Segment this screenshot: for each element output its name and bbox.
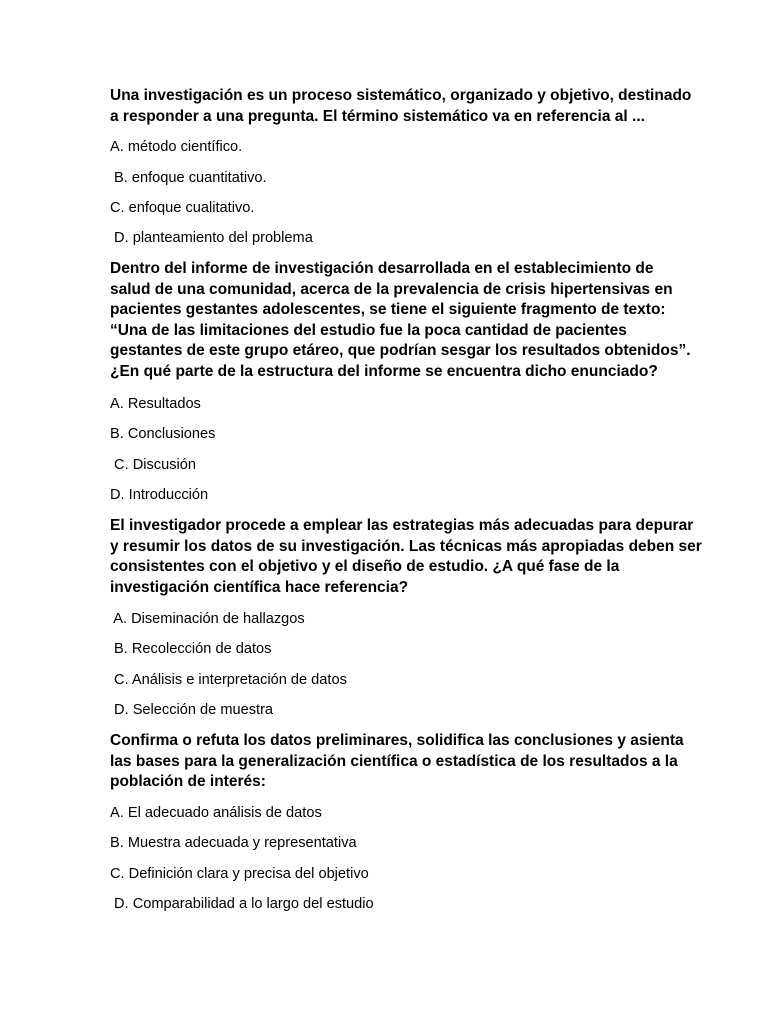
question-4-option-d: D. Comparabilidad a lo largo del estudio <box>110 896 374 912</box>
question-3-text <box>110 516 702 598</box>
question-line: gestantes de este grupo etáreo, que podrían sesgar los resultados obtenidos”. <box>110 342 691 359</box>
question-line: salud de una comunidad, acerca de la prevalencia de crisis hipertensivas en <box>110 280 673 298</box>
question-line: pacientes gestantes adolescentes, se tiene el siguiente fragmento de texto: <box>110 301 666 318</box>
question-line: investigación científica hace referencia? <box>110 578 409 596</box>
question-2-option-b: B. Conclusiones <box>110 426 216 442</box>
question-2-option-a: A. Resultados <box>110 396 201 412</box>
question-line: a responder a una pregunta. El término sistemático va en referencia al ... <box>110 107 645 125</box>
question-line: las bases para la generalización científica o estadística de los resultados a la <box>110 752 678 770</box>
question-2-option-d: D. Introducción <box>110 487 209 503</box>
question-4-text <box>110 731 684 793</box>
question-1-option-a: A. método científico. <box>110 139 243 155</box>
question-3-option-b: B. Recolección de datos <box>110 641 272 657</box>
question-3-option-c: C. Análisis e interpretación de datos <box>110 672 347 688</box>
question-line: “Una de las limitaciones del estudio fue la poca cantidad de pacientes <box>110 321 627 339</box>
question-4-option-c: C. Definición clara y precisa del objetivo <box>110 866 369 882</box>
question-1-option-c: C. enfoque cualitativo. <box>110 200 255 216</box>
question-line: Dentro del informe de investigación desarrollada en el establecimiento de <box>110 260 654 277</box>
question-1-option-d: D. planteamiento del problema <box>110 230 313 246</box>
question-line: población de interés: <box>110 773 266 790</box>
question-2-text <box>110 259 691 382</box>
question-line: Confirma o refuta los datos preliminares, solidifica las conclusiones y asienta <box>110 732 684 749</box>
question-1-option-b: B. enfoque cuantitativo. <box>110 170 267 186</box>
question-line: El investigador procede a emplear las estrategias más adecuadas para depurar <box>110 517 694 534</box>
question-line: y resumir los datos de su investigación. Las técnicas más apropiadas deben ser <box>110 537 702 555</box>
question-2-option-c: C. Discusión <box>110 457 196 473</box>
question-3-option-a: A. Diseminación de hallazgos <box>110 611 305 627</box>
question-line: Una investigación es un proceso sistemático, organizado y objetivo, destinado <box>110 87 692 104</box>
question-4-option-b: B. Muestra adecuada y representativa <box>110 835 357 851</box>
question-1-text <box>110 86 692 127</box>
question-3-option-d: D. Selección de muestra <box>110 702 274 718</box>
question-4-option-a: A. El adecuado análisis de datos <box>110 805 322 821</box>
question-line: consistentes con el objetivo y el diseño de estudio. ¿A qué fase de la <box>110 558 620 575</box>
question-line: ¿En qué parte de la estructura del informe se encuentra dicho enunciado? <box>110 362 658 380</box>
